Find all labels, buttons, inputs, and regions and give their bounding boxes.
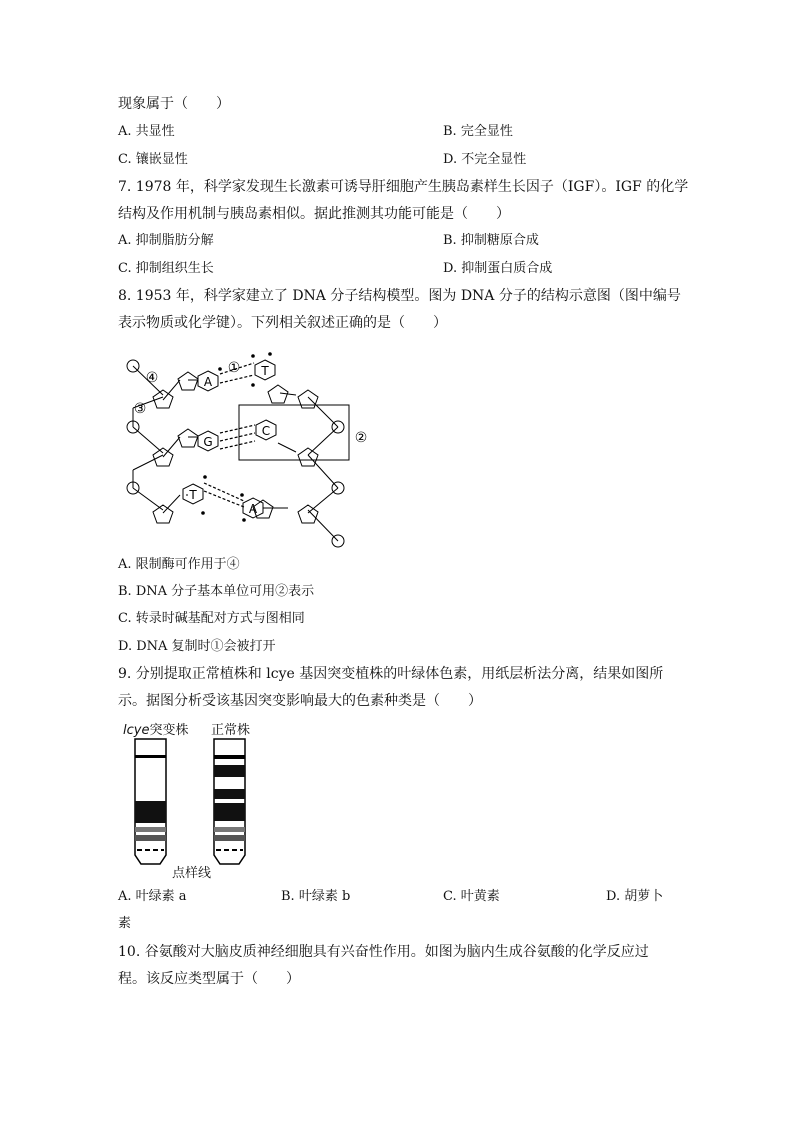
mutant-strip	[135, 739, 166, 864]
origin-line-label: 点样线	[172, 866, 212, 881]
q9-option-d: D. 胡萝卜	[606, 889, 664, 904]
q7-stem-line-1: 7. 1978 年，科学家发现生长激素可诱导肝细胞产生胰岛素样生长因子（IGF）。IGF 的化学	[118, 179, 689, 195]
q8-option-c: C. 转录时碱基配对方式与图相同	[118, 611, 305, 626]
q7-stem-line-2: 结构及作用机制与胰岛素相似。据此推测其功能可能是（ ）	[118, 206, 510, 222]
marker-3: ③	[133, 401, 147, 417]
q6-option-b: B. 完全显性	[443, 124, 513, 139]
q9-option-b: B. 叶绿素 b	[281, 889, 351, 904]
q6-option-a: A. 共显性	[118, 124, 175, 139]
q10-stem-line-1: 10. 谷氨酸对大脑皮质神经细胞具有兴奋性作用。如图为脑内生成谷氨酸的化学反应过	[118, 944, 649, 960]
q8-option-b: B. DNA 分子基本单位可用②表示	[118, 584, 315, 599]
q7-option-c: C. 抑制组织生长	[118, 261, 214, 276]
base-a-top: A	[203, 375, 213, 389]
normal-strain-label: 正常株	[211, 723, 251, 738]
base-c: C	[261, 424, 271, 438]
base-g: G	[203, 435, 213, 449]
q6-option-c: C. 镶嵌显性	[118, 152, 188, 167]
q6-stem-tail: 现象属于（ ）	[118, 96, 230, 112]
q8-option-a: A. 限制酶可作用于④	[118, 557, 240, 572]
q7-option-a: A. 抑制脂肪分解	[118, 233, 214, 248]
q7-option-b: B. 抑制糖原合成	[443, 233, 539, 248]
q9-option-d-wrap: 素	[118, 916, 132, 931]
q8-stem-line-1: 8. 1953 年，科学家建立了 DNA 分子结构模型。图为 DNA 分子的结构示意图（图中编号	[118, 288, 681, 304]
q10-stem-line-2: 程。该反应类型属于（ ）	[118, 971, 300, 987]
base-a-bottom: A	[248, 502, 258, 516]
base-t-bottom: T	[189, 488, 197, 502]
q6-option-d: D. 不完全显性	[443, 152, 527, 167]
q9-stem-line-2: 示。据图分析受该基因突变影响最大的色素种类是（ ）	[118, 693, 482, 709]
q9-option-a: A. 叶绿素 a	[118, 889, 187, 904]
q9-option-c: C. 叶黄素	[443, 889, 500, 904]
base-t-top: T	[261, 364, 269, 378]
dna-structure-diagram	[118, 345, 368, 550]
q7-option-d: D. 抑制蛋白质合成	[443, 261, 553, 276]
q8-option-d: D. DNA 复制时①会被打开	[118, 639, 276, 654]
chromatography-strips	[130, 737, 255, 872]
normal-strip	[214, 739, 245, 864]
marker-2: ②	[354, 430, 368, 446]
mutant-strain-label: lcye突变株	[123, 723, 189, 738]
marker-1: ①	[227, 360, 241, 376]
q9-stem-line-1: 9. 分别提取正常植株和 lcye 基因突变植株的叶绿体色素，用纸层析法分离，结果如图所	[118, 666, 664, 682]
q8-stem-line-2: 表示物质或化学键）。下列相关叙述正确的是（ ）	[118, 315, 447, 331]
marker-4: ④	[145, 370, 159, 386]
